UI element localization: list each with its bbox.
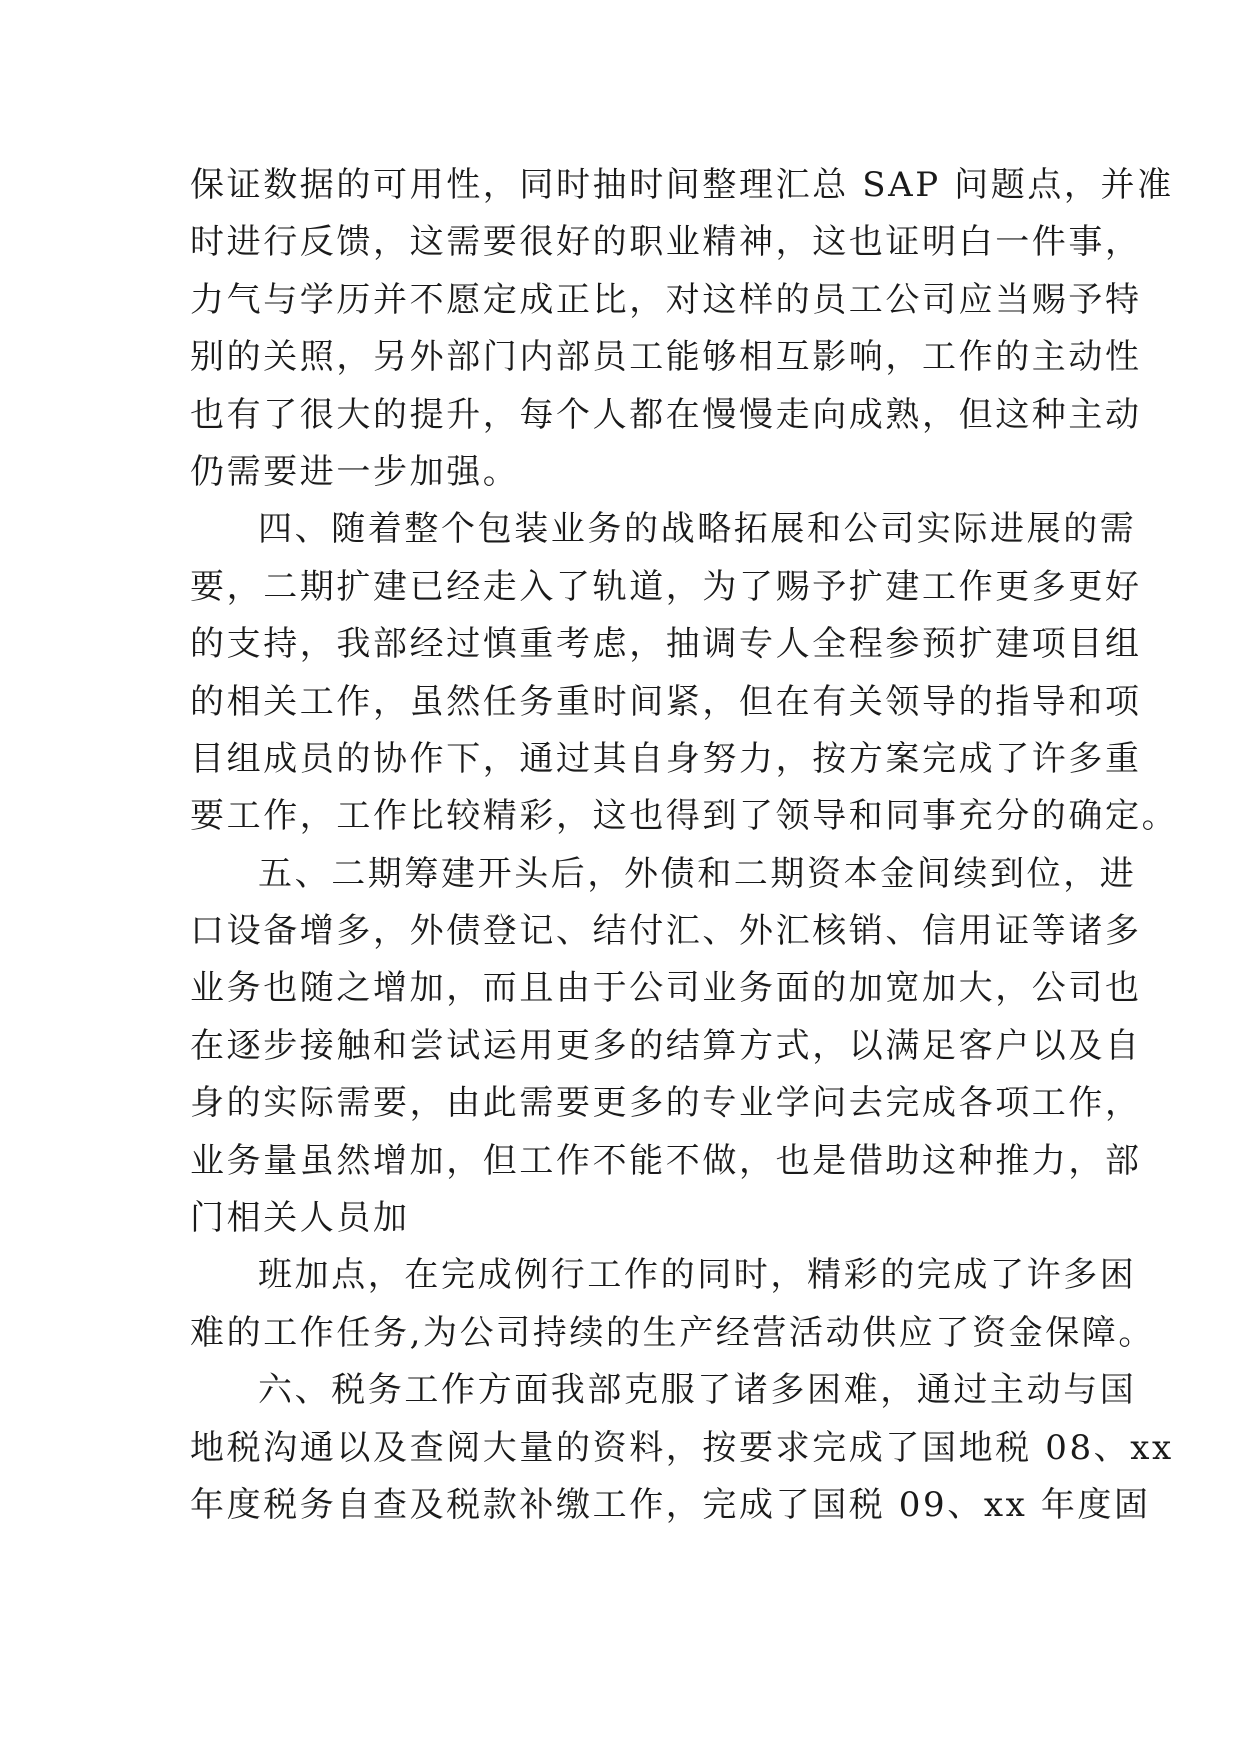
text-line: 的相关工作，虽然任务重时间紧，但在有关领导的指导和项 [190, 681, 1142, 722]
text-line: 年度税务自查及税款补缴工作，完成了国税 09、xx 年度固 [190, 1484, 1151, 1525]
text-line: 口设备增多，外债登记、结付汇、外汇核销、信用证等诸多 [190, 911, 1142, 952]
text-line: 门相关人员加 [190, 1198, 410, 1239]
text-line: 地税沟通以及查阅大量的资料，按要求完成了国地税 08、xx [190, 1427, 1174, 1468]
text-line: 要工作，工作比较精彩，这也得到了领导和同事充分的确定。 [190, 796, 1179, 837]
paragraph-start-line: 五、二期筹建开头后，外债和二期资本金间续到位，进 [258, 853, 1137, 894]
text-line: 时进行反馈，这需要很好的职业精神，这也证明白一件事， [190, 222, 1142, 263]
paragraph-start-line: 六、税务工作方面我部克服了诸多困难，通过主动与国 [258, 1370, 1137, 1411]
paragraph-start-line: 班加点，在完成例行工作的同时，精彩的完成了许多困 [258, 1255, 1137, 1296]
body-text [190, 157, 1179, 1534]
paragraph-start-line: 四、随着整个包装业务的战略拓展和公司实际进展的需 [258, 509, 1137, 550]
text-line: 业务量虽然增加，但工作不能不做，也是借助这种推力，部 [190, 1140, 1142, 1181]
text-line: 仍需要进一步加强。 [190, 451, 520, 492]
text-line: 保证数据的可用性，同时抽时间整理汇总 SAP 问题点，并准 [190, 165, 1174, 205]
text-line: 业务也随之增加，而且由于公司业务面的加宽加大，公司也 [190, 968, 1142, 1009]
text-line: 的支持，我部经过慎重考虑，抽调专人全程参预扩建项目组 [190, 624, 1142, 665]
text-line: 难的工作任务,为公司持续的生产经营活动供应了资金保障。 [190, 1312, 1156, 1353]
text-line: 也有了很大的提升，每个人都在慢慢走向成熟，但这种主动 [190, 394, 1142, 435]
text-line: 别的关照，另外部门内部员工能够相互影响，工作的主动性 [190, 337, 1142, 378]
text-line: 力气与学历并不愿定成正比，对这样的员工公司应当赐予特 [190, 279, 1142, 320]
text-line: 身的实际需要，由此需要更多的专业学问去完成各项工作， [190, 1083, 1142, 1124]
text-line: 目组成员的协作下，通过其自身努力，按方案完成了许多重 [190, 738, 1142, 779]
text-line: 在逐步接触和尝试运用更多的结算方式，以满足客户以及自 [190, 1025, 1142, 1066]
text-line: 要，二期扩建已经走入了轨道，为了赐予扩建工作更多更好 [190, 566, 1142, 607]
